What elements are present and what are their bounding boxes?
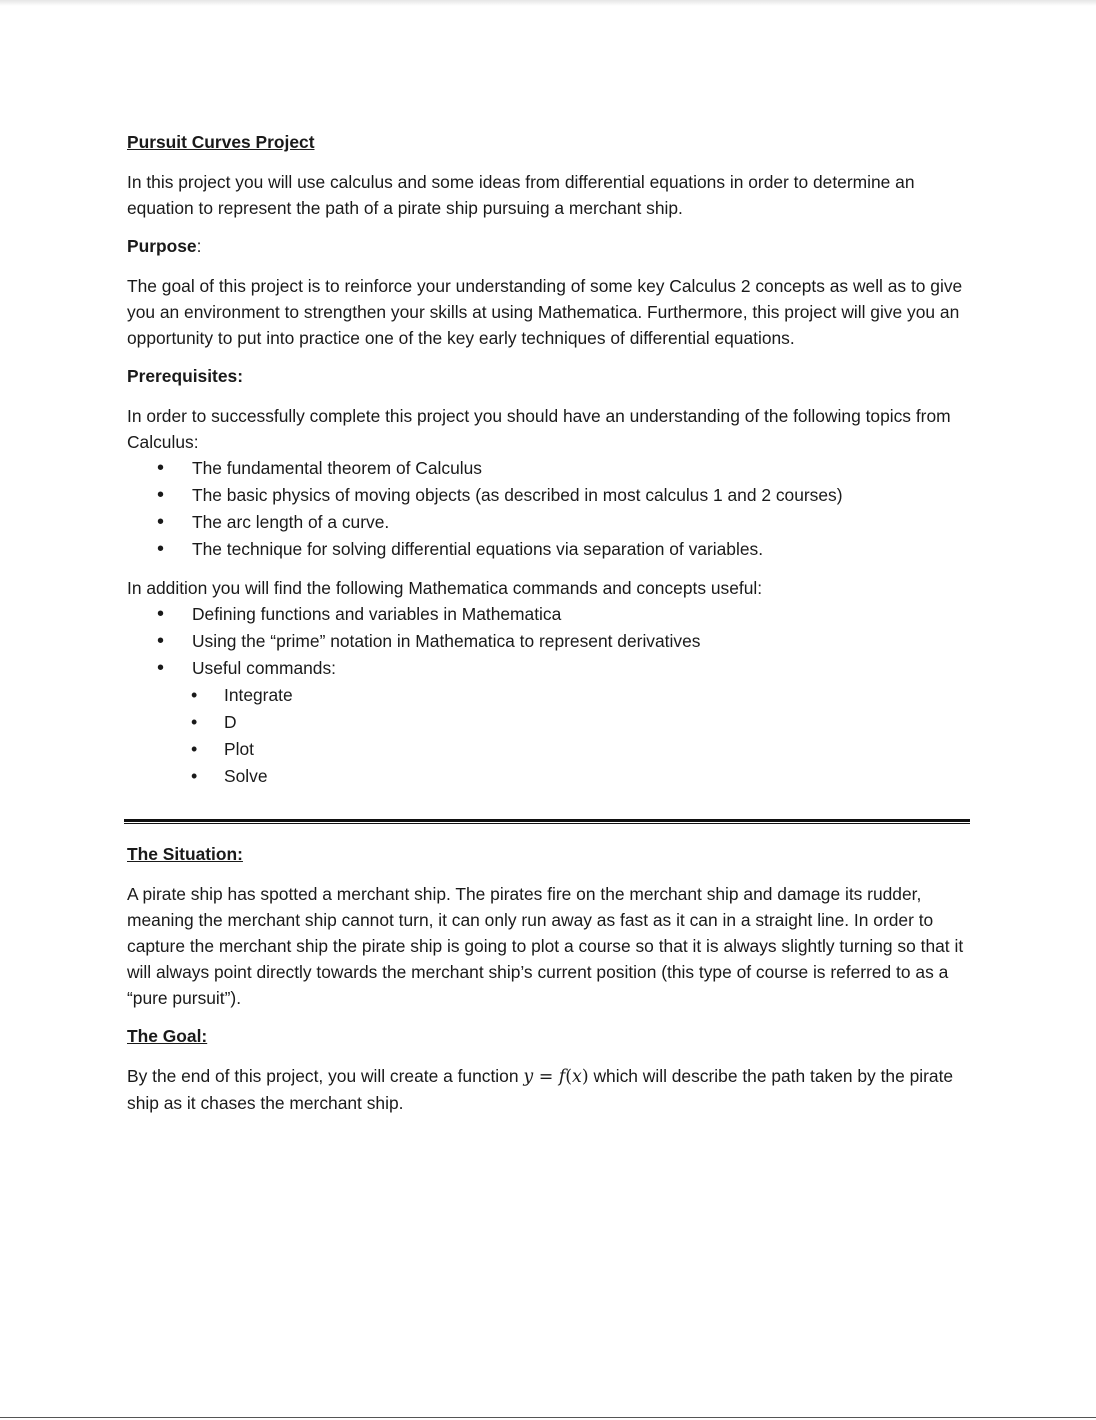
command-item: • Plot [127,736,967,763]
math-paren-close: ) [581,1067,589,1087]
document-body [127,129,967,1116]
page-top-edge [0,0,1096,6]
purpose-heading-text: Purpose [127,236,197,256]
list-item: • The arc length of a curve. [127,509,967,536]
purpose-heading-colon: : [196,236,202,256]
list-item: • The technique for solving differential equations via separation of variables. [127,536,967,563]
list-item: • Using the “prime” notation in Mathematica to represent derivatives [127,628,967,655]
situation-heading: The Situation: [127,844,243,864]
purpose-heading [127,233,967,259]
command-item: • D [127,709,967,736]
commands-list [127,682,967,790]
prerequisites-paragraph: In order to successfully complete this project you should have an understanding of the following topics from Calculus: [127,406,951,452]
math-x: x [572,1067,582,1087]
math-f: f [558,1067,566,1087]
document-title: Pursuit Curves Project [127,132,315,152]
prerequisites-list [127,455,967,563]
command-item: • Solve [127,763,967,790]
goal-text-before: By the end of this project, you will create a function [127,1066,524,1086]
list-item: • The basic physics of moving objects (as described in most calculus 1 and 2 courses) [127,482,967,509]
prerequisites-heading: Prerequisites: [127,366,243,386]
math-equals: = [533,1067,559,1087]
list-item: • Defining functions and variables in Mathematica [127,601,967,628]
page-bottom-edge [0,1417,1096,1418]
goal-heading: The Goal: [127,1026,208,1046]
mathematica-list [127,601,967,682]
goal-text-after: which will describe the path taken by the pirate ship as it chases the merchant ship. [127,1066,954,1113]
mathematica-paragraph: In addition you will find the following Mathematica commands and concepts useful: [127,578,763,598]
situation-paragraph: A pirate ship has spotted a merchant ship. The pirates fire on the merchant ship and damage its rudder, meaning the merchant ship cannot turn, it can only run away as fast as it can in a straight line. In order to capture the merchant ship the pirate ship is going to plot a course so that it is always slightly turning so that it will always point directly towards the merchant ship’s current position (this type of course is referred to as a “pure pursuit”). [127,884,964,1008]
goal-paragraph [127,1063,967,1116]
purpose-paragraph: The goal of this project is to reinforce your understanding of some key Calculus 2 concepts as well as to give you an environment to strengthen your skills at using Mathematica. Furthermore, this project will give you an opportunity to put into practice one of the key early techniques of differential equations. [127,276,963,348]
list-item [127,655,967,682]
command-item: • Integrate [127,682,967,709]
math-paren-open: ( [565,1067,573,1087]
intro-paragraph: In this project you will use calculus and some ideas from differential equations in order to determine an equation to represent the path of a pirate ship pursuing a merchant ship. [127,172,915,218]
section-divider [124,819,970,824]
math-y: y [523,1067,534,1087]
useful-commands-label: Useful commands: [192,658,337,678]
list-item: • The fundamental theorem of Calculus [127,455,967,482]
